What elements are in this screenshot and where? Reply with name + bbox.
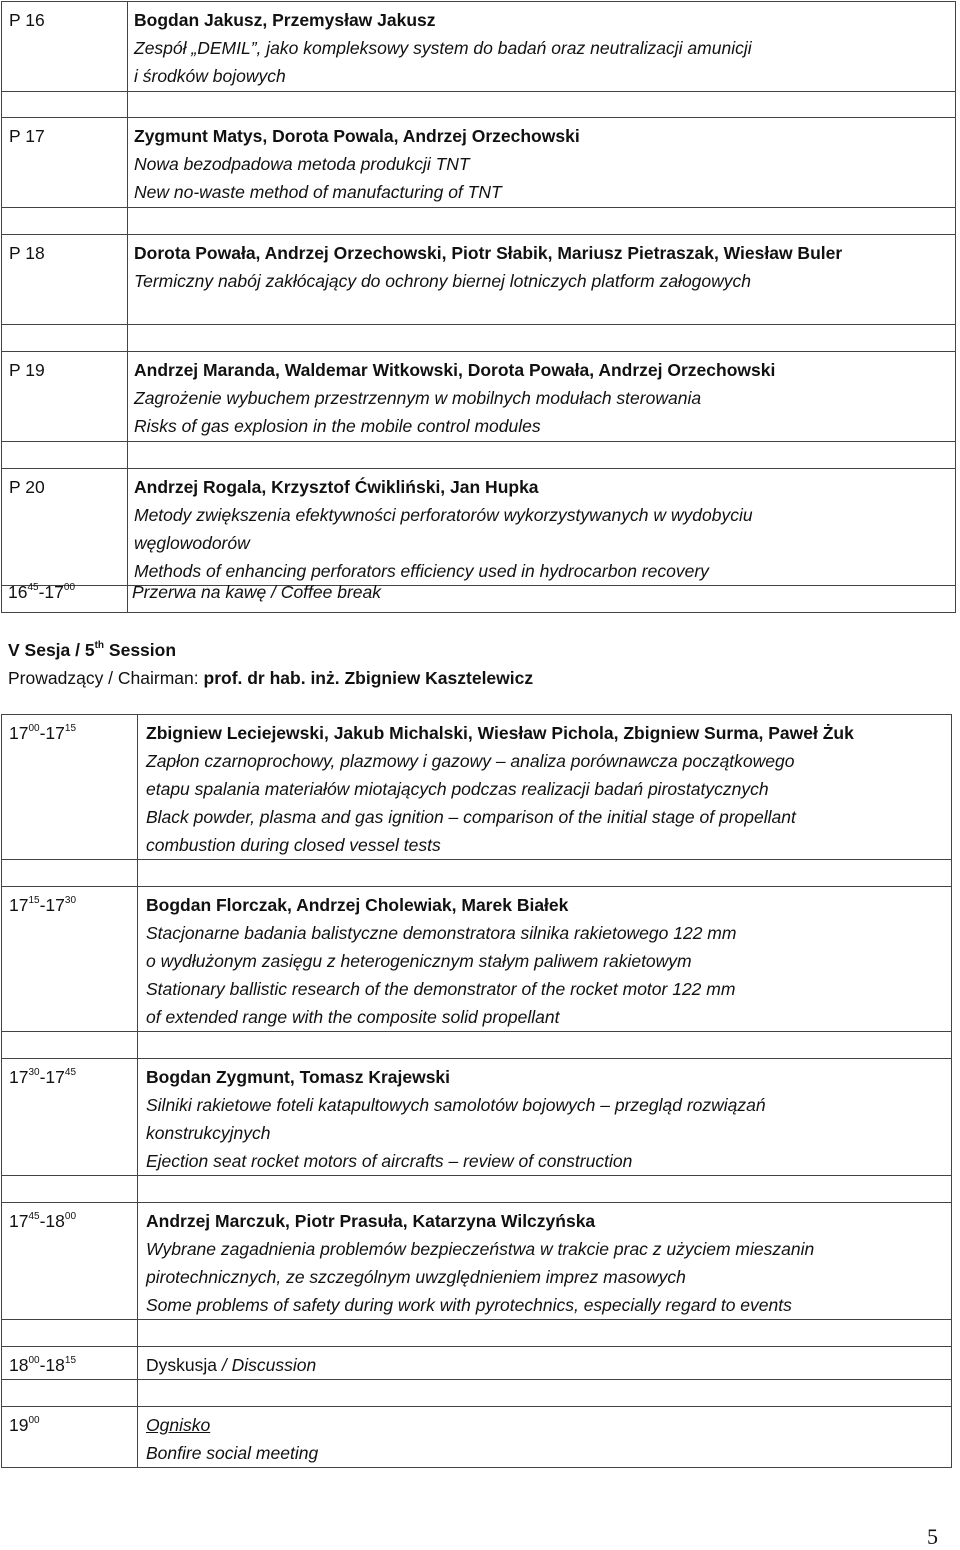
spacer-row [2,208,956,235]
entry-authors: Andrzej Marczuk, Piotr Prasuła, Katarzyna Wilczyńska [146,1211,596,1231]
spacer-cell [2,1320,138,1347]
schedule-row [2,1347,952,1380]
entry-title: Wybrane zagadnienia problemów bezpieczeństwa w trakcie prac z użyciem mieszanin [146,1239,815,1259]
time-cell [2,1407,138,1468]
spacer-cell [128,325,956,352]
spacer-cell [2,1032,138,1059]
entry-title: Risks of gas explosion in the mobile control modules [134,416,541,436]
entry-title: Methods of enhancing perforators efficiency used in hydrocarbon recovery [134,561,709,581]
coffee-break-label: Przerwa na kawę / Coffee break [132,582,382,602]
entry-title: of extended range with the composite solid propellant [146,1007,560,1027]
session-title: V Sesja / 5th Session [8,640,177,660]
entry-cell [138,715,952,860]
time-slot: $17^{45}-18^{00}$ [9,1211,77,1231]
poster-id: P 17 [9,126,45,146]
time-slot: $17^{15}-17^{30}$ [9,895,77,915]
entry-title: Zagrożenie wybuchem przestrzennym w mobilnych modułach sterowania [134,388,702,408]
entry-title: Some problems of safety during work with pyrotechnics, especially regard to events [146,1295,792,1315]
poster-sessions-table [1,1,956,613]
spacer-cell [128,92,956,118]
spacer-row [2,860,952,887]
entry-title: Zapłon czarnoprochowy, plazmowy i gazowy – analiza porównawcza początkowego [146,751,795,771]
coffee-break-row [8,578,381,606]
spacer-cell [138,1032,952,1059]
spacer-cell [2,860,138,887]
schedule-row [2,1059,952,1176]
entry-authors: Zygmunt Matys, Dorota Powala, Andrzej Orzechowski [134,126,580,146]
entry-authors: Dorota Powała, Andrzej Orzechowski, Piotr Słabik, Mariusz Pietraszak, Wiesław Buler [134,243,843,263]
spacer-cell [2,325,128,352]
poster-entry-cell [128,2,956,92]
spacer-cell [2,208,128,235]
entry-title: Nowa bezodpadowa metoda produkcji TNT [134,154,470,174]
poster-row [2,235,956,325]
entry-cell [138,887,952,1032]
spacer-cell [138,1176,952,1203]
entry-title: Stationary ballistic research of the demonstrator of the rocket motor 122 mm [146,979,736,999]
spacer-cell [2,1380,138,1407]
spacer-cell [138,860,952,887]
poster-row [2,2,956,92]
entry-title: i środków bojowych [134,66,286,86]
coffee-break-time: $16^{45}-17^{00}$ [8,582,76,602]
entry-line-italic: / Discussion [221,1355,317,1375]
poster-row [2,118,956,208]
entry-authors: Andrzej Maranda, Waldemar Witkowski, Dorota Powała, Andrzej Orzechowski [134,360,776,380]
entry-title: combustion during closed vessel tests [146,835,441,855]
page-number: 5 [927,1524,938,1549]
session-chairman: Prowadzący / Chairman: prof. dr hab. inż. Zbigniew Kasztelewicz [8,668,534,688]
poster-id-cell [2,469,128,586]
entry-title: Stacjonarne badania balistyczne demonstratora silnika rakietowego 122 mm [146,923,737,943]
entry-cell [138,1059,952,1176]
entry-authors: Zbigniew Leciejewski, Jakub Michalski, Wiesław Pichola, Zbigniew Surma, Paweł Żuk [146,723,854,743]
schedule-row [2,1407,952,1468]
spacer-row [2,442,956,469]
poster-id-cell [2,352,128,442]
entry-cell [138,1347,952,1380]
entry-authors: Andrzej Rogala, Krzysztof Ćwikliński, Jan Hupka [134,477,539,497]
entry-cell [138,1407,952,1468]
poster-id: P 16 [9,10,45,30]
entry-line [146,1351,951,1379]
time-cell [2,715,138,860]
schedule-row [2,715,952,860]
entry-title: New no-waste method of manufacturing of TNT [134,182,502,202]
time-slot: $17^{30}-17^{45}$ [9,1067,77,1087]
entry-title: węglowodorów [134,533,250,553]
spacer-cell [138,1380,952,1407]
poster-id: P 20 [9,477,45,497]
time-cell [2,1203,138,1320]
session-v-schedule-table [1,714,952,1468]
entry-title: Black powder, plasma and gas ignition – comparison of the initial stage of propellant [146,807,796,827]
spacer-cell [2,1176,138,1203]
poster-entry-cell [128,352,956,442]
poster-id-cell [2,2,128,92]
session-header [8,636,533,692]
spacer-row [2,1032,952,1059]
time-slot: $19^{00}$ [9,1415,40,1435]
spacer-cell [2,92,128,118]
entry-title: Ejection seat rocket motors of aircrafts – review of construction [146,1151,633,1171]
time-cell [2,887,138,1032]
time-cell [2,1347,138,1380]
entry-authors: Bogdan Florczak, Andrzej Cholewiak, Marek Białek [146,895,569,915]
entry-title: Metody zwiększenia efektywności perforatorów wykorzystywanych w wydobyciu [134,505,753,525]
time-cell [2,1059,138,1176]
time-slot: $18^{00}-18^{15}$ [9,1355,77,1375]
entry-title: konstrukcyjnych [146,1123,271,1143]
entry-authors: Bogdan Zygmunt, Tomasz Krajewski [146,1067,451,1087]
poster-id-cell [2,235,128,325]
entry-title: o wydłużonym zasięgu z heterogenicznym stałym paliwem rakietowym [146,951,692,971]
poster-entry-cell [128,118,956,208]
poster-id: P 19 [9,360,45,380]
entry-title: pirotechnicznych, ze szczególnym uwzględnieniem imprez masowych [146,1267,686,1287]
poster-row [2,469,956,586]
spacer-row [2,1380,952,1407]
poster-row [2,352,956,442]
poster-entry-cell [128,469,956,586]
entry-authors: Bogdan Jakusz, Przemysław Jakusz [134,10,436,30]
spacer-row [2,92,956,118]
time-slot: $17^{00}-17^{15}$ [9,723,77,743]
entry-title: Termiczny nabój zakłócający do ochrony biernej lotniczych platform załogowych [134,271,752,291]
schedule-row [2,887,952,1032]
spacer-row [2,1320,952,1347]
poster-entry-cell [128,235,956,325]
entry-title: Zespół „DEMIL”, jako kompleksowy system do badań oraz neutralizacji amunicji [134,38,752,58]
entry-line-plain: Dyskusja [146,1355,222,1375]
spacer-cell [128,442,956,469]
schedule-row [2,1203,952,1320]
spacer-cell [138,1320,952,1347]
entry-title: Silniki rakietowe foteli katapultowych samolotów bojowych – przegląd rozwiązań [146,1095,766,1115]
spacer-cell [128,208,956,235]
entry-cell [138,1203,952,1320]
poster-id-cell [2,118,128,208]
poster-id: P 18 [9,243,45,263]
entry-title: Bonfire social meeting [146,1443,319,1463]
entry-title: etapu spalania materiałów miotających podczas realizacji badań pirostatycznych [146,779,769,799]
spacer-row [2,325,956,352]
spacer-row [2,1176,952,1203]
spacer-cell [2,442,128,469]
entry-title: Ognisko [146,1415,211,1435]
